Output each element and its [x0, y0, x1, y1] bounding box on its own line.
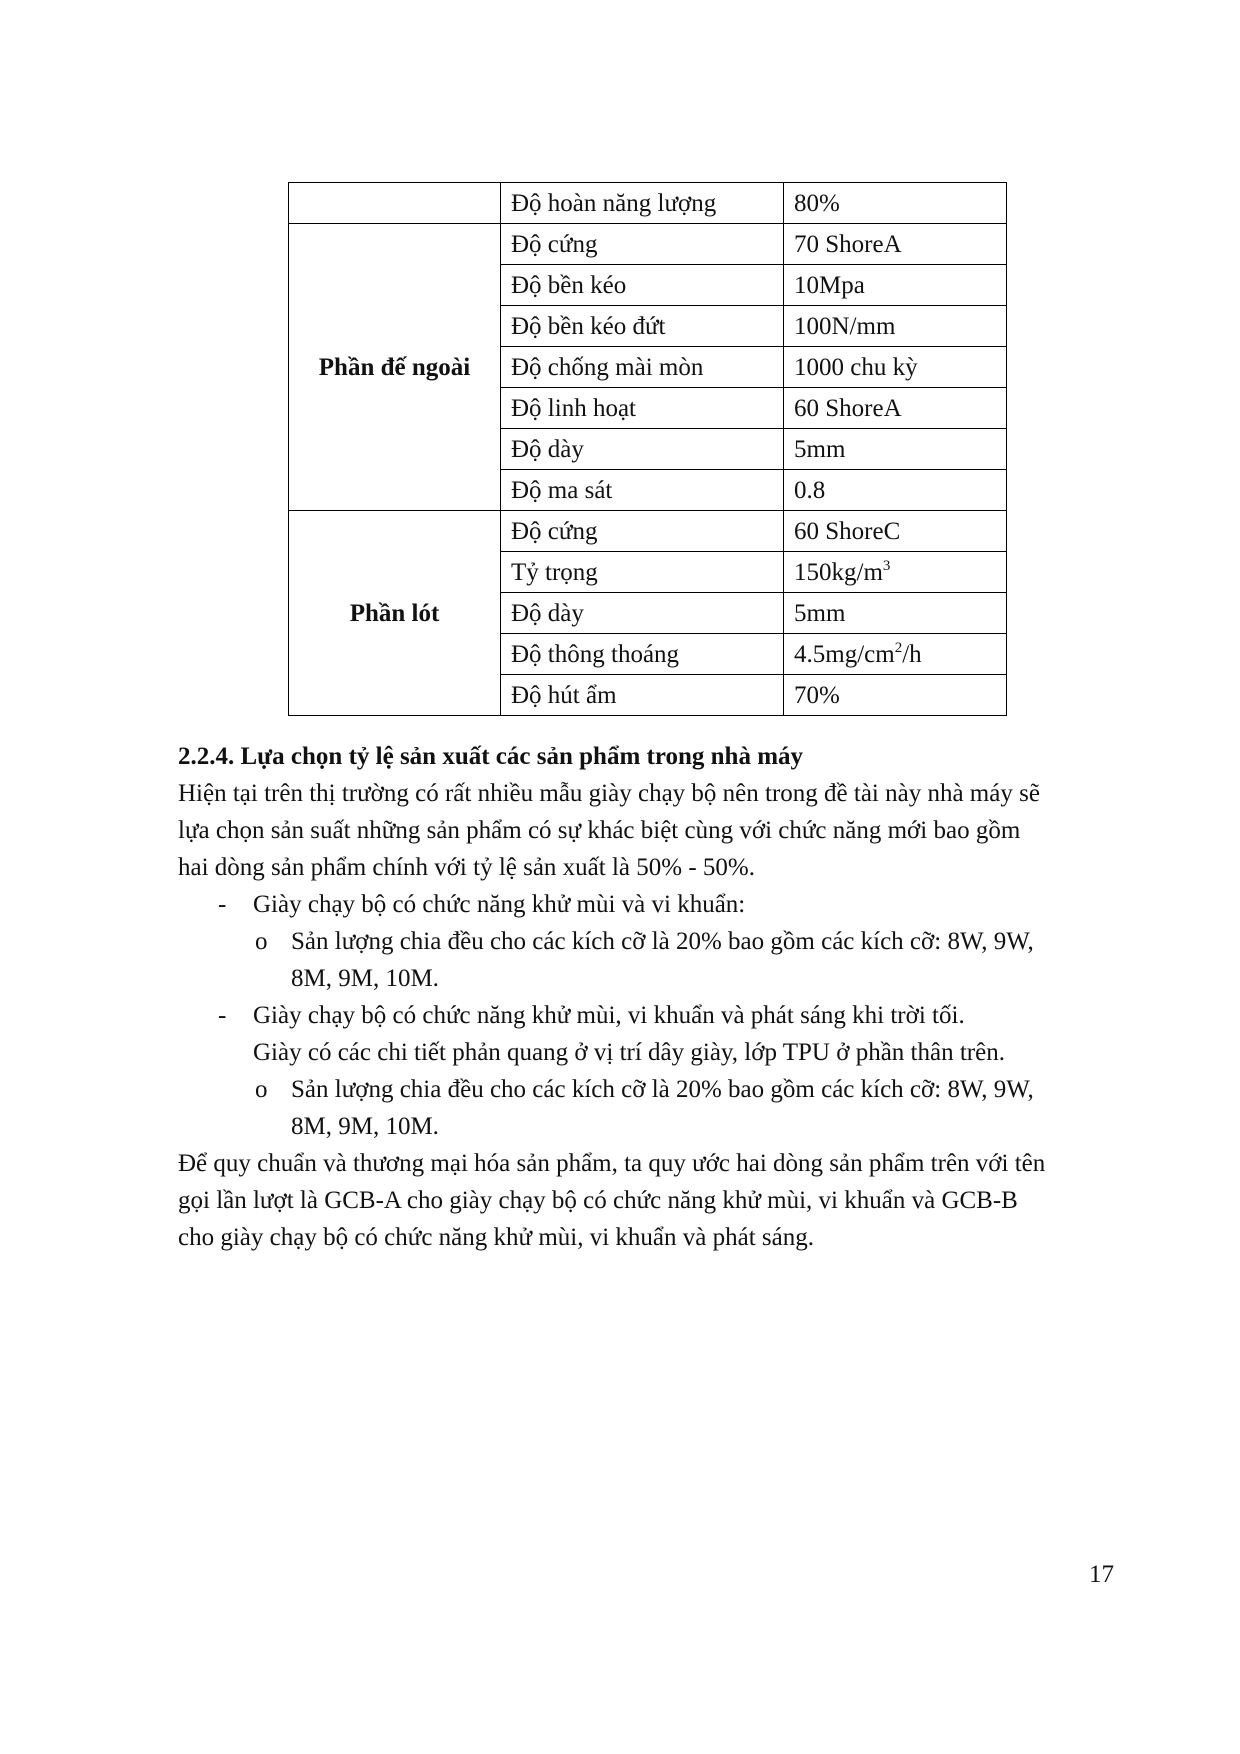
list-item — [178, 997, 1118, 1071]
value-cell: 1000 chu kỳ — [784, 347, 1007, 388]
group-label-lining: Phần lót — [289, 511, 501, 716]
text-line: Giày chạy bộ có chức năng khử mùi và vi khuẩn: — [253, 891, 746, 918]
table-row — [289, 511, 1007, 552]
sub-list-item — [178, 923, 1118, 997]
text-line: Giày có các chi tiết phản quang ở vị trí dây giày, lớp TPU ở phần thân trên. — [253, 1039, 1005, 1066]
property-cell: Độ thông thoáng — [501, 634, 784, 675]
value-cell: 5mm — [784, 429, 1007, 470]
property-cell: Độ ma sát — [501, 470, 784, 511]
value-cell: 10Mpa — [784, 265, 1007, 306]
value-cell: 0.8 — [784, 470, 1007, 511]
table-row — [289, 183, 1007, 224]
value-cell: 70% — [784, 675, 1007, 716]
intro-paragraph — [178, 775, 1118, 886]
text-line: lựa chọn sản suất những sản phẩm có sự khác biệt cùng với chức năng mới bao gồm — [178, 817, 1021, 844]
text-line: gọi lần lượt là GCB-A cho giày chạy bộ có chức năng khử mùi, vi khuẩn và GCB-B — [178, 1187, 1018, 1214]
value-cell: 80% — [784, 183, 1007, 224]
property-cell: Độ bền kéo — [501, 265, 784, 306]
section-body — [178, 738, 1118, 1256]
group-cell-empty — [289, 183, 501, 224]
section-heading: 2.2.4. Lựa chọn tỷ lệ sản xuất các sản phẩm trong nhà máy — [178, 743, 804, 770]
conclusion-paragraph — [178, 1145, 1118, 1256]
text-line: cho giày chạy bộ có chức năng khử mùi, vi khuẩn và phát sáng. — [178, 1224, 814, 1251]
text-line: 8M, 9M, 10M. — [291, 1113, 439, 1140]
property-cell: Độ cứng — [501, 224, 784, 265]
group-label-outsole: Phần đế ngoài — [289, 224, 501, 511]
text-line: Để quy chuẩn và thương mại hóa sản phẩm, ta quy ước hai dòng sản phẩm trên với tên — [178, 1150, 1046, 1177]
property-cell: Độ dày — [501, 593, 784, 634]
superscript: 3 — [882, 557, 891, 574]
list-item — [178, 886, 1118, 923]
text-line: Sản lượng chia đều cho các kích cỡ là 20% bao gồm các kích cỡ: 8W, 9W, — [291, 928, 1034, 955]
spec-table — [288, 182, 1007, 716]
value-suffix: /h — [902, 640, 922, 668]
property-cell: Độ bền kéo đứt — [501, 306, 784, 347]
property-cell: Độ cứng — [501, 511, 784, 552]
property-cell: Độ hút ẩm — [501, 675, 784, 716]
property-cell: Độ dày — [501, 429, 784, 470]
value-text: 150kg/m — [794, 558, 883, 586]
dash-bullet: - — [218, 1002, 227, 1029]
text-line: Giày chạy bộ có chức năng khử mùi, vi khuẩn và phát sáng khi trời tối. — [253, 1002, 965, 1029]
value-cell: 60 ShoreA — [784, 388, 1007, 429]
value-cell — [784, 552, 1007, 593]
property-cell: Độ hoàn năng lượng — [501, 183, 784, 224]
property-cell: Độ linh hoạt — [501, 388, 784, 429]
property-cell: Tỷ trọng — [501, 552, 784, 593]
circle-bullet: o — [255, 928, 268, 955]
value-cell: 100N/mm — [784, 306, 1007, 347]
value-text: 4.5mg/cm — [794, 640, 895, 668]
superscript: 2 — [894, 639, 903, 656]
value-cell: 70 ShoreA — [784, 224, 1007, 265]
value-cell: 60 ShoreC — [784, 511, 1007, 552]
text-line: Sản lượng chia đều cho các kích cỡ là 20% bao gồm các kích cỡ: 8W, 9W, — [291, 1076, 1034, 1103]
dash-bullet: - — [218, 891, 227, 918]
property-cell: Độ chống mài mòn — [501, 347, 784, 388]
sub-list-item — [178, 1071, 1118, 1145]
value-cell: 5mm — [784, 593, 1007, 634]
value-cell — [784, 634, 1007, 675]
text-line: 8M, 9M, 10M. — [291, 965, 439, 992]
text-line: Hiện tại trên thị trường có rất nhiều mẫu giày chạy bộ nên trong đề tài này nhà máy sẽ — [178, 780, 1040, 807]
page-number: 17 — [1089, 1561, 1114, 1588]
table-row — [289, 224, 1007, 265]
text-line: hai dòng sản phẩm chính với tỷ lệ sản xuất là 50% - 50%. — [178, 854, 755, 881]
circle-bullet: o — [255, 1076, 268, 1103]
